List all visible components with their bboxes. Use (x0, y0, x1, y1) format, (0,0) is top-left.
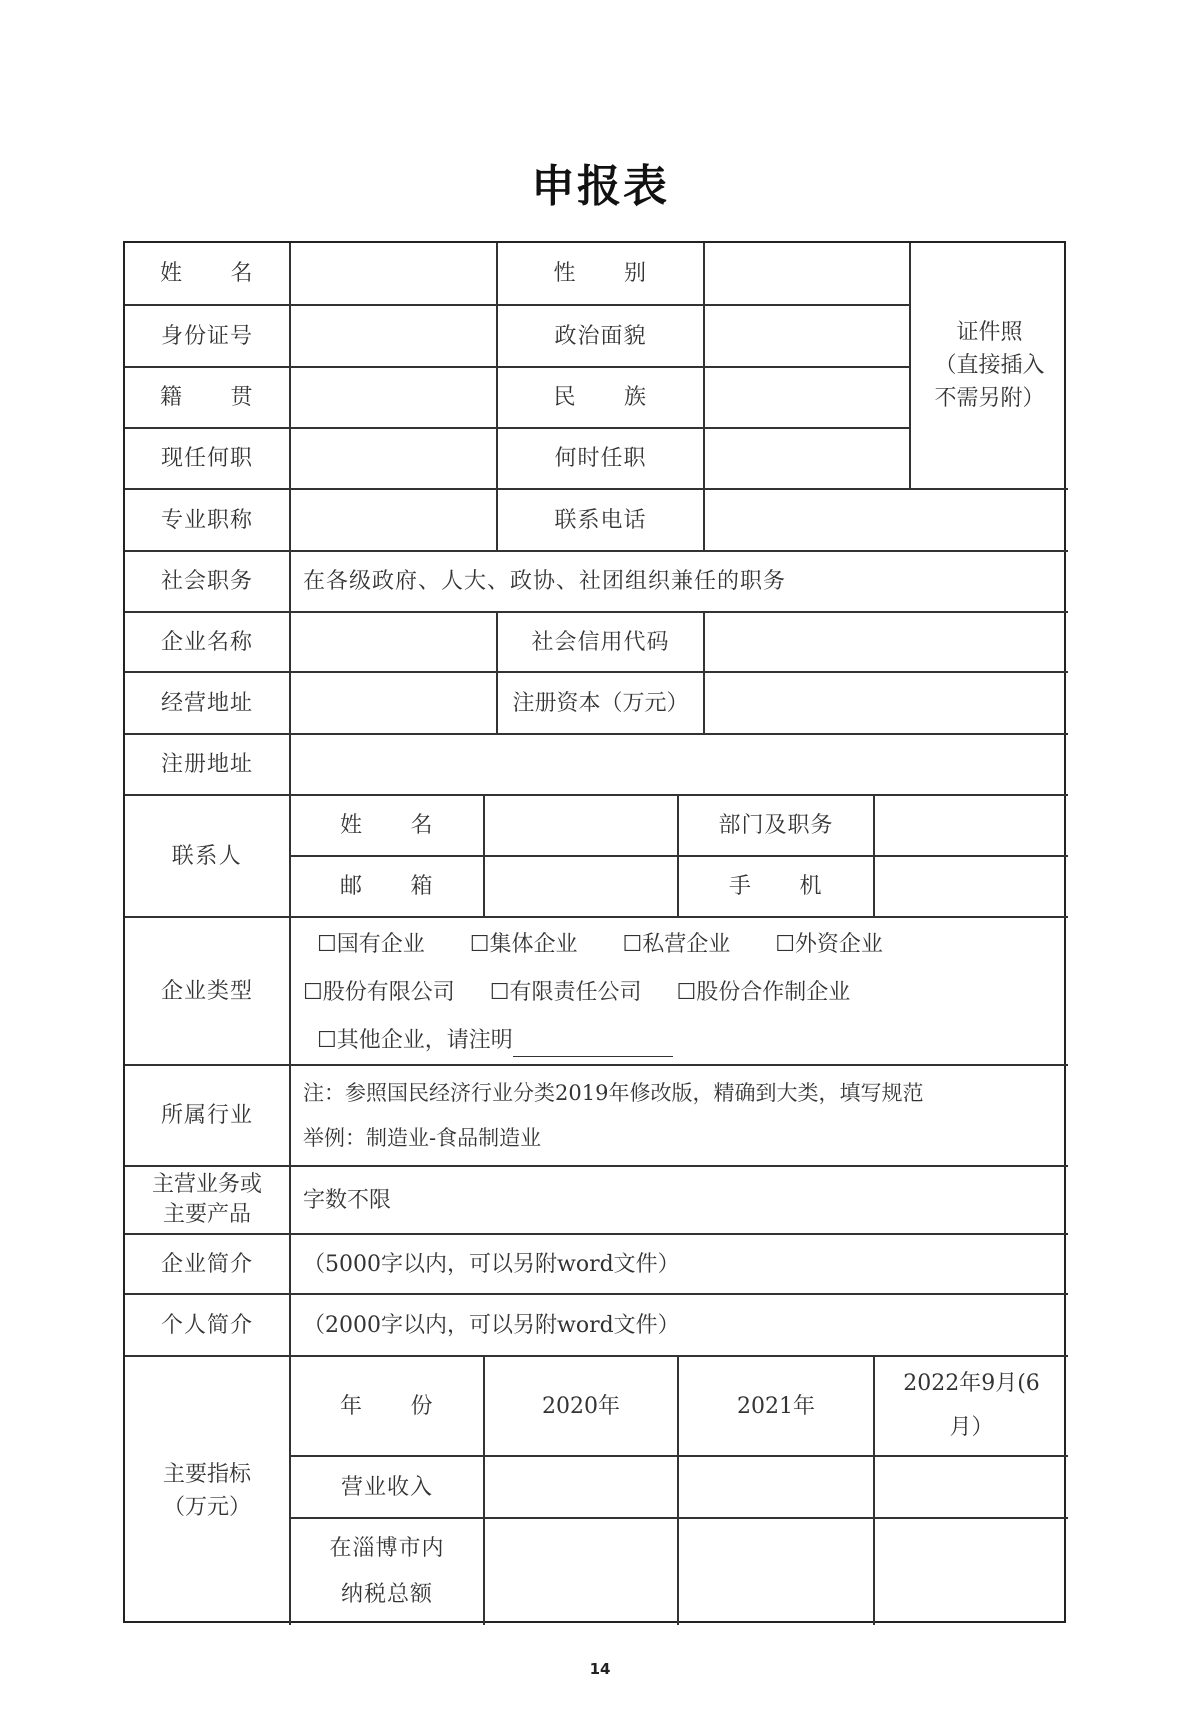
input-phone[interactable] (703, 488, 1068, 550)
company-type-row-1 (317, 928, 883, 961)
input-contact-name[interactable] (483, 794, 677, 855)
label-contact-dept: 部门及职务 (677, 794, 873, 855)
label-personal-intro: 个人简介 (125, 1293, 289, 1355)
industry-note: 注：参照国民经济行业分类2019年修改版，精确到大类，填写规范 (303, 1081, 924, 1106)
photo-cell[interactable] (909, 243, 1068, 488)
label-year: 年 份 (289, 1355, 483, 1455)
input-tax-2020[interactable] (483, 1517, 677, 1625)
input-name[interactable] (289, 243, 496, 304)
input-registered-capital[interactable] (703, 671, 1068, 733)
label-political-status: 政治面貌 (496, 304, 703, 366)
label-registered-capital: 注册资本（万元） (496, 671, 703, 733)
label-ethnicity: 民 族 (496, 366, 703, 427)
header-2022-1: 2022年9月(6 (903, 1371, 1040, 1396)
input-political-status[interactable] (703, 304, 909, 366)
label-indicators-1: 主要指标 (162, 1462, 251, 1487)
header-2022 (873, 1355, 1068, 1455)
input-registered-address[interactable] (289, 733, 1068, 794)
input-professional-title[interactable] (289, 488, 496, 550)
checkbox-limited-liability[interactable]: ☐有限责任公司 (489, 980, 642, 1005)
label-tax (289, 1517, 483, 1625)
label-phone: 联系电话 (496, 488, 703, 550)
input-current-position[interactable] (289, 427, 496, 488)
label-revenue: 营业收入 (289, 1455, 483, 1517)
input-tax-2021[interactable] (677, 1517, 873, 1625)
label-professional-title: 专业职称 (125, 488, 289, 550)
label-contact-name: 姓 名 (289, 794, 483, 855)
label-id-number: 身份证号 (125, 304, 289, 366)
input-id-number[interactable] (289, 304, 496, 366)
photo-label-1: 证件照 (956, 320, 1023, 345)
checkbox-collective[interactable]: ☐集体企业 (469, 932, 578, 957)
company-type-options (289, 916, 1068, 1064)
label-tax-1: 在淄博市内 (329, 1535, 445, 1561)
label-social-position: 社会职务 (125, 550, 289, 611)
input-contact-dept[interactable] (873, 794, 1068, 855)
input-revenue-2020[interactable] (483, 1455, 677, 1517)
other-specify-line[interactable] (513, 1034, 673, 1057)
photo-label-3: 不需另附） (934, 386, 1045, 411)
input-revenue-2021[interactable] (677, 1455, 873, 1517)
checkbox-state-owned[interactable]: ☐国有企业 (317, 932, 425, 957)
label-contact: 联系人 (125, 794, 289, 916)
header-2021: 2021年 (677, 1355, 873, 1455)
label-tax-2: 纳税总额 (340, 1582, 433, 1607)
label-industry: 所属行业 (125, 1064, 289, 1165)
label-contact-mobile: 手 机 (677, 855, 873, 916)
input-since-when[interactable] (703, 427, 909, 488)
photo-label-2: （直接插入 (934, 353, 1045, 378)
page-number: 14 (589, 1660, 611, 1678)
label-indicators (125, 1355, 289, 1625)
header-2022-2: 月） (949, 1415, 994, 1440)
input-company-name[interactable] (289, 611, 496, 671)
label-business-address: 经营地址 (125, 671, 289, 733)
label-contact-email: 邮 箱 (289, 855, 483, 916)
label-credit-code: 社会信用代码 (496, 611, 703, 671)
label-main-business (125, 1165, 289, 1233)
label-company-name: 企业名称 (125, 611, 289, 671)
input-ethnicity[interactable] (703, 366, 909, 427)
label-company-type: 企业类型 (125, 916, 289, 1064)
input-company-intro[interactable]: （5000字以内，可以另附word文件） (289, 1233, 1068, 1293)
label-main-business-2: 主要产品 (162, 1202, 251, 1227)
input-business-address[interactable] (289, 671, 496, 733)
input-contact-email[interactable] (483, 855, 677, 916)
input-native-place[interactable] (289, 366, 496, 427)
company-type-row-3 (317, 1024, 673, 1057)
input-personal-intro[interactable]: （2000字以内，可以另附word文件） (289, 1293, 1068, 1355)
label-main-business-1: 主营业务或 (151, 1172, 262, 1198)
checkbox-private[interactable]: ☐私营企业 (622, 932, 731, 957)
label-registered-address: 注册地址 (125, 733, 289, 794)
industry-example: 举例：制造业-食品制造业 (303, 1125, 542, 1150)
application-form-table (123, 241, 1066, 1623)
checkbox-foreign[interactable]: ☐外资企业 (775, 932, 883, 957)
input-credit-code[interactable] (703, 611, 1068, 671)
label-since-when: 何时任职 (496, 427, 703, 488)
label-current-position: 现任何职 (125, 427, 289, 488)
label-indicators-2: （万元） (162, 1495, 251, 1520)
page-title: 申报表 (531, 161, 669, 212)
input-main-business[interactable]: 字数不限 (289, 1165, 1068, 1233)
input-revenue-2022[interactable] (873, 1455, 1068, 1517)
header-2020: 2020年 (483, 1355, 677, 1455)
label-native-place: 籍 贯 (125, 366, 289, 427)
input-social-position[interactable]: 在各级政府、人大、政协、社团组织兼任的职务 (289, 550, 1068, 611)
label-gender: 性 别 (496, 243, 703, 304)
industry-cell[interactable] (289, 1064, 1068, 1165)
label-company-intro: 企业简介 (125, 1233, 289, 1293)
checkbox-other[interactable]: ☐其他企业，请注明 (317, 1028, 513, 1053)
checkbox-joint-stock[interactable]: ☐股份有限公司 (303, 980, 455, 1005)
label-name: 姓 名 (159, 261, 254, 286)
input-contact-mobile[interactable] (873, 855, 1068, 916)
input-tax-2022[interactable] (873, 1517, 1068, 1625)
input-gender[interactable] (703, 243, 909, 304)
checkbox-cooperative[interactable]: ☐股份合作制企业 (676, 980, 851, 1005)
company-type-row-2 (303, 976, 850, 1009)
